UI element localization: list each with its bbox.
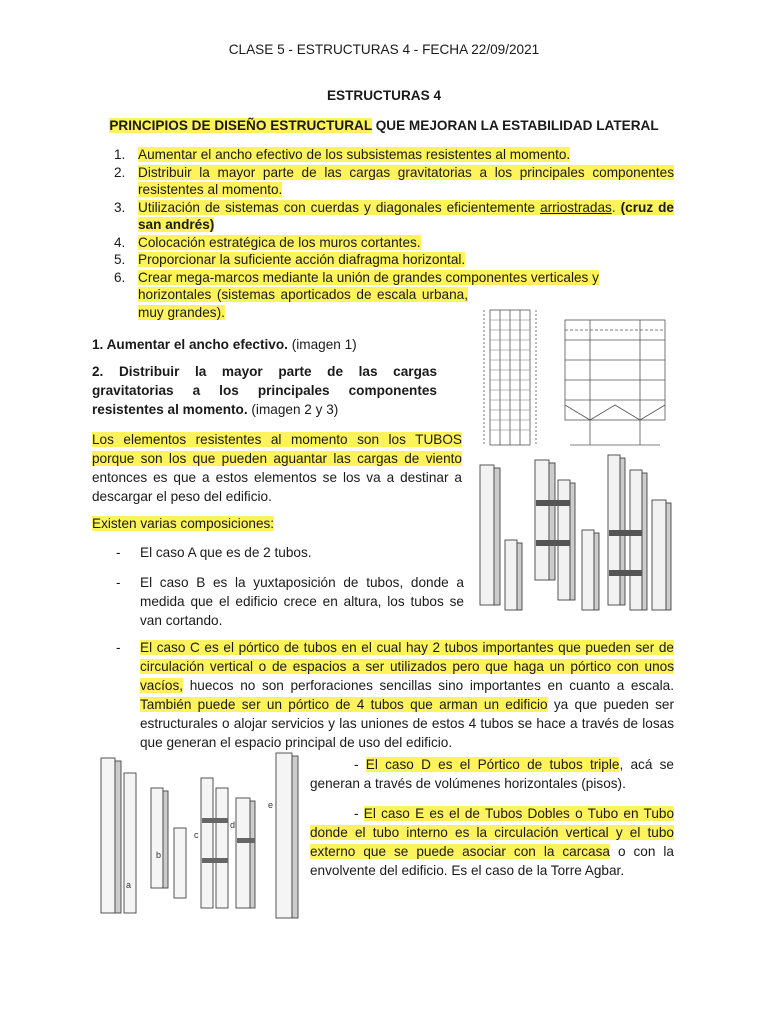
figure-label-b: b bbox=[156, 850, 162, 860]
section-2-heading bbox=[92, 362, 437, 419]
figure-tube-cases bbox=[96, 748, 308, 923]
principle-number: 1. bbox=[114, 147, 126, 162]
bullet-dash: - bbox=[116, 575, 121, 590]
case-b bbox=[116, 573, 464, 630]
subtitle-rest: QUE MEJORAN LA ESTABILIDAD LATERAL bbox=[371, 118, 659, 133]
case-b-text: El caso B es la yuxtaposición de tubos, donde a medida que el edificio crece en altura, los tubos se van cortando. bbox=[140, 575, 464, 628]
section-1-heading bbox=[92, 335, 462, 354]
principle-item bbox=[92, 234, 674, 252]
principle-text: . bbox=[611, 199, 621, 215]
case-a-text: El caso A que es de 2 tubos. bbox=[140, 545, 312, 560]
subtitle-highlight: PRINCIPIOS DE DISEÑO ESTRUCTURAL bbox=[109, 118, 372, 133]
principle-item bbox=[92, 269, 674, 287]
principle-text: Distribuir la mayor parte de las cargas gravitatorias a los principales componentes resistentes al momento. bbox=[138, 164, 674, 197]
compositions-highlight: Existen varias composiciones: bbox=[92, 516, 275, 531]
case-e-highlight: El caso E es el de Tubos Dobles o Tubo en Tubo donde el tubo interno es la circulación vertical y el tubo externo que se puede asociar con la carcasa bbox=[310, 806, 675, 859]
section-subtitle bbox=[0, 118, 768, 133]
principle-text: Colocación estratégica de los muros cortantes. bbox=[138, 234, 421, 250]
principle-number: 5. bbox=[114, 252, 126, 267]
principle-item-continued bbox=[92, 286, 468, 321]
case-c bbox=[116, 638, 674, 752]
principle-number: 4. bbox=[114, 234, 126, 250]
document-title: ESTRUCTURAS 4 bbox=[326, 88, 442, 103]
compositions-label bbox=[92, 514, 462, 533]
principle-text: Proporcionar la suficiente acción diafragma horizontal. bbox=[138, 252, 466, 267]
case-c-normal: huecos no son perforaciones sencillas sino importantes en cuanto a escala. bbox=[183, 678, 674, 693]
figure-building-sections bbox=[470, 305, 680, 455]
case-e bbox=[310, 804, 674, 880]
bullet-dash: - bbox=[116, 545, 121, 560]
section-1-normal: (imagen 1) bbox=[287, 337, 357, 352]
case-c-normal-2: ya que pueden ser estructurales o alojar servicios y las uniones de estos 4 tubos se hace a través de losas que generan el espacio principal de uso del edificio. bbox=[140, 697, 674, 750]
tubos-normal: entonces es que a estos elementos se los va a destinar a descargar el peso del edificio. bbox=[92, 470, 462, 504]
bullet-dash: - bbox=[354, 757, 359, 772]
principle-bold: (cruz de san andrés) bbox=[138, 199, 674, 232]
case-e-normal: o con la envolvente del edificio. Es el caso de la Torre Agbar. bbox=[310, 844, 674, 878]
page-header: CLASE 5 - ESTRUCTURAS 4 - FECHA 22/09/2021 bbox=[228, 42, 540, 57]
case-c-highlight-2: También puede ser un pórtico de 4 tubos que arman un edificio bbox=[140, 697, 548, 712]
principle-number: 2. bbox=[114, 164, 126, 180]
figure-label-e: e bbox=[268, 800, 274, 810]
principle-item bbox=[92, 199, 674, 234]
case-a bbox=[116, 543, 462, 562]
principle-text: horizontales (sistemas aporticados de escala urbana, muy grandes). bbox=[138, 287, 468, 320]
case-d bbox=[310, 755, 674, 793]
figure-label-a: a bbox=[126, 880, 132, 890]
principle-text: Utilización de sistemas con cuerdas y diagonales eficientemente bbox=[138, 199, 541, 215]
case-d-highlight: El caso D es el Pórtico de tubos triple bbox=[365, 757, 620, 772]
case-d-normal: , acá se generan a través de volúmenes horizontales (pisos). bbox=[310, 757, 674, 791]
principle-text: Aumentar el ancho efectivo de los subsistemas resistentes al momento. bbox=[138, 147, 571, 162]
figure-label-c: c bbox=[194, 830, 199, 840]
bullet-dash: - bbox=[116, 640, 121, 655]
section-2-normal: (imagen 2 y 3) bbox=[247, 402, 339, 417]
principle-number: 6. bbox=[114, 269, 126, 285]
tubos-paragraph bbox=[92, 430, 462, 506]
section-1-bold: 1. Aumentar el ancho efectivo. bbox=[92, 337, 288, 352]
figure-label-d: d bbox=[230, 820, 236, 830]
principle-number: 3. bbox=[114, 199, 126, 215]
case-c-highlight: El caso C es el pórtico de tubos en el cual hay 2 tubos importantes que pueden ser de circulación vertical o de espacios a ser utilizados pero que haga un pórtico con unos vacíos, bbox=[140, 640, 674, 693]
principle-underlined: arriostradas bbox=[540, 199, 612, 215]
bullet-dash: - bbox=[354, 806, 359, 821]
principle-item bbox=[92, 146, 674, 164]
principle-item bbox=[92, 251, 674, 269]
principle-item bbox=[92, 164, 674, 199]
tubos-highlight: Los elementos resistentes al momento son los TUBOS porque son los que pueden aguantar las cargas de viento bbox=[92, 432, 462, 466]
principles-list bbox=[92, 146, 674, 321]
section-2-bold: 2. Distribuir la mayor parte de las cargas gravitatorias a los principales componentes resistentes al momento. bbox=[92, 364, 437, 417]
principle-text: Crear mega-marcos mediante la unión de grandes componentes verticales y bbox=[138, 269, 599, 285]
figure-tube-compositions bbox=[470, 440, 680, 626]
